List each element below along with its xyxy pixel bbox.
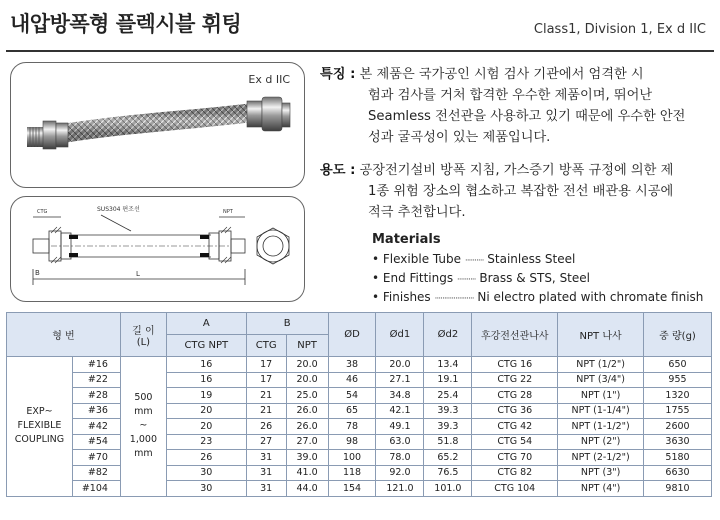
cell-a: 30 [166, 465, 246, 481]
cell-b-ctg: 31 [246, 450, 286, 466]
cell-size: #82 [72, 465, 120, 481]
features-line: 본 제품은 국가공인 시험 검사 기관에서 엄격한 시 [359, 67, 644, 82]
table-row [7, 434, 712, 450]
cell-od: 118 [328, 465, 376, 481]
sus-label: SUS304 편조선 [97, 206, 140, 213]
cell-od2: 39.3 [424, 419, 472, 435]
cell-od1: 63.0 [376, 434, 424, 450]
materials-row [372, 250, 712, 269]
cell-npt-thread: NPT (2") [558, 434, 644, 450]
cell-weight: 5180 [644, 450, 712, 466]
cell-a: 20 [166, 403, 246, 419]
usage-label: 용도 : [320, 163, 356, 178]
cell-ctg-thread: CTG 70 [472, 450, 558, 466]
table-row [7, 465, 712, 481]
ctg-small-label: CTG [37, 209, 48, 215]
cell-od2: 76.5 [424, 465, 472, 481]
table-row [7, 403, 712, 419]
cell-size: #22 [72, 372, 120, 388]
classification-text: Class1, Division 1, Ex d IIC [533, 22, 706, 37]
cell-b-ctg: 31 [246, 465, 286, 481]
cell-ctg-thread: CTG 104 [472, 481, 558, 497]
cell-od1: 27.1 [376, 372, 424, 388]
cell-b-npt: 39.0 [286, 450, 328, 466]
cell-b-npt: 25.0 [286, 388, 328, 404]
cell-od1: 42.1 [376, 403, 424, 419]
usage-line: 적극 추천합니다. [368, 205, 466, 220]
cell-b-npt: 26.0 [286, 403, 328, 419]
product-photo [10, 62, 305, 188]
cell-npt-thread: NPT (4") [558, 481, 644, 497]
materials-row [372, 288, 712, 307]
dim-l-label: L [136, 270, 140, 278]
cell-npt-thread: NPT (1-1/4") [558, 403, 644, 419]
table-row [7, 357, 712, 373]
cell-od1: 78.0 [376, 450, 424, 466]
leader-dots: ·········· [464, 256, 484, 266]
leader-dots: ····················· [434, 294, 474, 304]
cell-od2: 51.8 [424, 434, 472, 450]
cell-od: 38 [328, 357, 376, 373]
cell-od: 98 [328, 434, 376, 450]
material-value: Brass & STS, Steel [479, 271, 590, 285]
header-b-npt: NPT [286, 335, 328, 357]
header-weight: 중 량(g) [644, 313, 712, 357]
cell-od: 100 [328, 450, 376, 466]
header-a-ctg-npt: CTG NPT [166, 335, 246, 357]
photo-label: Ex d IIC [248, 73, 290, 86]
cell-od: 46 [328, 372, 376, 388]
leader-dots: ·········· [456, 275, 476, 285]
cell-ctg-thread: CTG 42 [472, 419, 558, 435]
table-row [7, 481, 712, 497]
cell-npt-thread: NPT (2-1/2") [558, 450, 644, 466]
cell-npt-thread: NPT (3") [558, 465, 644, 481]
materials-heading: Materials [372, 232, 441, 247]
cell-b-ctg: 31 [246, 481, 286, 497]
cell-a: 30 [166, 481, 246, 497]
features-line: 험과 검사를 거처 합격한 우수한 제품이며, 뛰어난 [368, 88, 653, 103]
cell-ctg-thread: CTG 28 [472, 388, 558, 404]
cell-b-ctg: 27 [246, 434, 286, 450]
cell-b-npt: 20.0 [286, 372, 328, 388]
cell-ctg-thread: CTG 16 [472, 357, 558, 373]
cell-size: #36 [72, 403, 120, 419]
cell-b-npt: 20.0 [286, 357, 328, 373]
cell-weight: 1755 [644, 403, 712, 419]
header-divider [6, 50, 714, 52]
cell-od1: 92.0 [376, 465, 424, 481]
cell-od: 78 [328, 419, 376, 435]
table-row [7, 419, 712, 435]
cell-a: 26 [166, 450, 246, 466]
table-row [7, 372, 712, 388]
table-header-row [7, 313, 712, 335]
dim-b-label: B [35, 269, 40, 277]
cell-size: #54 [72, 434, 120, 450]
cell-size: #104 [72, 481, 120, 497]
table-row [7, 450, 712, 466]
cell-od2: 13.4 [424, 357, 472, 373]
cell-od: 65 [328, 403, 376, 419]
cell-length: 500 mm ~ 1,000 mm [120, 357, 166, 497]
header-od: ØD [328, 313, 376, 357]
cell-weight: 1320 [644, 388, 712, 404]
cell-b-npt: 26.0 [286, 419, 328, 435]
cell-weight: 6630 [644, 465, 712, 481]
cell-npt-thread: NPT (1-1/2") [558, 419, 644, 435]
cell-weight: 9810 [644, 481, 712, 497]
cell-b-npt: 41.0 [286, 465, 328, 481]
cell-weight: 3630 [644, 434, 712, 450]
cell-b-ctg: 17 [246, 357, 286, 373]
usage-line: 1종 위험 장소의 협소하고 복잡한 전선 배관용 시공에 [368, 184, 674, 199]
material-name: • Finishes [372, 290, 431, 304]
cell-b-npt: 27.0 [286, 434, 328, 450]
cell-od1: 20.0 [376, 357, 424, 373]
cell-od2: 19.1 [424, 372, 472, 388]
header-od2: Ød2 [424, 313, 472, 357]
cell-od2: 39.3 [424, 403, 472, 419]
materials-row [372, 269, 712, 288]
cell-weight: 650 [644, 357, 712, 373]
cell-type: EXP~ FLEXIBLE COUPLING [7, 357, 73, 497]
technical-drawing [11, 197, 305, 302]
cell-od: 54 [328, 388, 376, 404]
header-npt-thread: NPT 나사 [558, 313, 644, 357]
cell-size: #28 [72, 388, 120, 404]
usage-section [320, 160, 712, 223]
header-b: B [246, 313, 328, 335]
cell-a: 16 [166, 357, 246, 373]
features-section [320, 64, 712, 148]
material-name: • Flexible Tube [372, 252, 461, 266]
header-length: 길 이 (L) [120, 313, 166, 357]
cell-od1: 121.0 [376, 481, 424, 497]
cell-ctg-thread: CTG 22 [472, 372, 558, 388]
cell-b-npt: 44.0 [286, 481, 328, 497]
cell-od2: 65.2 [424, 450, 472, 466]
cell-ctg-thread: CTG 36 [472, 403, 558, 419]
dimension-drawing [10, 196, 305, 302]
cell-size: #70 [72, 450, 120, 466]
cell-b-ctg: 26 [246, 419, 286, 435]
cell-od1: 49.1 [376, 419, 424, 435]
header-conduit-thread: 후강전선관나사 [472, 313, 558, 357]
cell-size: #42 [72, 419, 120, 435]
cell-od2: 25.4 [424, 388, 472, 404]
cell-b-ctg: 21 [246, 403, 286, 419]
features-label: 특징 : [320, 67, 356, 82]
header-a: A [166, 313, 246, 335]
cell-b-ctg: 17 [246, 372, 286, 388]
cell-a: 20 [166, 419, 246, 435]
cell-size: #16 [72, 357, 120, 373]
npt-small-label: NPT [223, 209, 233, 215]
material-value: Stainless Steel [487, 252, 576, 266]
spec-table [6, 312, 712, 497]
cell-a: 23 [166, 434, 246, 450]
table-row [7, 388, 712, 404]
cell-od1: 34.8 [376, 388, 424, 404]
usage-line: 공장전기설비 방폭 지침, 가스증기 방폭 규정에 의한 제 [359, 163, 674, 178]
cell-b-ctg: 21 [246, 388, 286, 404]
cell-npt-thread: NPT (1") [558, 388, 644, 404]
header-model: 형 번 [7, 313, 121, 357]
features-line: Seamless 전선관을 사용하고 있기 때문에 우수한 안전 [368, 109, 686, 124]
material-value: Ni electro plated with chromate finish [477, 290, 704, 304]
cell-weight: 955 [644, 372, 712, 388]
materials-section [372, 232, 712, 307]
cell-a: 16 [166, 372, 246, 388]
cell-a: 19 [166, 388, 246, 404]
cell-ctg-thread: CTG 54 [472, 434, 558, 450]
cell-npt-thread: NPT (3/4") [558, 372, 644, 388]
cell-npt-thread: NPT (1/2") [558, 357, 644, 373]
features-line: 성과 굴곡성이 있는 제품입니다. [368, 130, 551, 145]
cell-weight: 2600 [644, 419, 712, 435]
cell-od2: 101.0 [424, 481, 472, 497]
page-title: 내압방폭형 플렉시블 휘팅 [10, 12, 242, 36]
header-od1: Ød1 [376, 313, 424, 357]
cell-ctg-thread: CTG 82 [472, 465, 558, 481]
header-b-ctg: CTG [246, 335, 286, 357]
cell-od: 154 [328, 481, 376, 497]
material-name: • End Fittings [372, 271, 454, 285]
